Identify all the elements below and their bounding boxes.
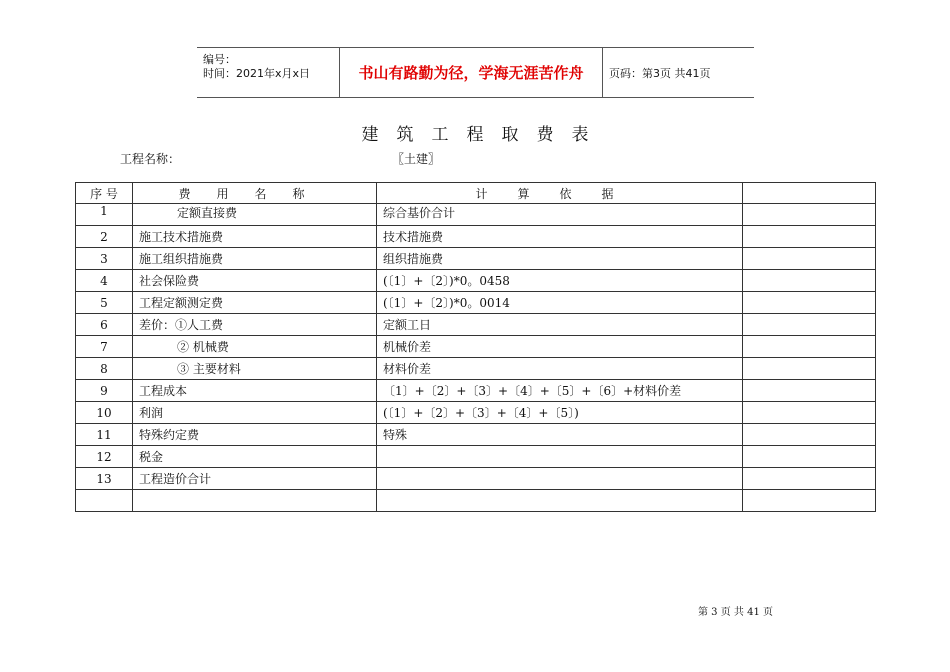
table-row (76, 402, 876, 424)
cell-seq: 5 (76, 292, 133, 314)
time-label: 时间：2021年x月x日 (203, 67, 311, 80)
cell-extra (743, 270, 876, 292)
table-row (76, 468, 876, 490)
cell-seq: 6 (76, 314, 133, 336)
cell-name: 利润 (133, 402, 377, 424)
cell-extra (743, 402, 876, 424)
cell-seq: 2 (76, 226, 133, 248)
page-footer: 第 3 页 共 41 页 (698, 607, 773, 618)
fee-table (75, 182, 876, 512)
cell-extra (743, 490, 876, 512)
cell-basis: 组织措施费 (377, 248, 743, 270)
cell-name: 特殊约定费 (133, 424, 377, 446)
document-title: 建筑工程取费表 (361, 125, 607, 145)
cell-name: 施工组织措施费 (133, 248, 377, 270)
cell-name: 定额直接费 (133, 204, 377, 226)
cell-name: 税金 (133, 446, 377, 468)
header-motto: 书山有路勤为径，学海无涯苦作舟 (339, 48, 603, 97)
category-label: 〖土建〗 (392, 152, 441, 166)
header-seq: 序 号 (76, 183, 133, 204)
table-row (76, 204, 876, 226)
cell-name (133, 490, 377, 512)
table-row (76, 380, 876, 402)
cell-seq (76, 490, 133, 512)
cell-extra (743, 446, 876, 468)
cell-seq: 11 (76, 424, 133, 446)
table-row (76, 446, 876, 468)
table-row (76, 314, 876, 336)
cell-name: 社会保险费 (133, 270, 377, 292)
cell-extra (743, 358, 876, 380)
cell-name: ② 机械费 (133, 336, 377, 358)
cell-basis: 定额工日 (377, 314, 743, 336)
cell-basis: 〔1〕+〔2〕+〔3〕+〔4〕+〔5〕+〔6〕+材料价差 (377, 380, 743, 402)
cell-seq: 13 (76, 468, 133, 490)
cell-extra (743, 248, 876, 270)
table-row (76, 424, 876, 446)
cell-extra (743, 204, 876, 226)
cell-basis (377, 446, 743, 468)
cell-extra (743, 380, 876, 402)
table-row (76, 336, 876, 358)
header-fee-name: 费用名称 (133, 183, 377, 204)
number-label: 编号： (203, 53, 236, 66)
cell-seq: 8 (76, 358, 133, 380)
cell-seq: 7 (76, 336, 133, 358)
table-row (76, 292, 876, 314)
header-extra (743, 183, 876, 204)
cell-basis: 综合基价合计 (377, 204, 743, 226)
cell-extra (743, 226, 876, 248)
cell-basis: (〔1〕+〔2〕)*0。0458 (377, 270, 743, 292)
cell-extra (743, 336, 876, 358)
cell-seq: 9 (76, 380, 133, 402)
cell-name: 施工技术措施费 (133, 226, 377, 248)
cell-basis: (〔1〕+〔2〕)*0。0014 (377, 292, 743, 314)
cell-extra (743, 424, 876, 446)
cell-seq: 1 (76, 204, 133, 226)
cell-name: 工程造价合计 (133, 468, 377, 490)
cell-seq: 10 (76, 402, 133, 424)
table-row (76, 226, 876, 248)
table-row (76, 248, 876, 270)
table-row-empty (76, 490, 876, 512)
cell-extra (743, 314, 876, 336)
cell-basis: 机械价差 (377, 336, 743, 358)
cell-basis: (〔1〕+〔2〕+〔3〕+〔4〕+〔5〕) (377, 402, 743, 424)
table-row (76, 270, 876, 292)
page-header (197, 47, 754, 98)
table-row (76, 358, 876, 380)
cell-name: 工程定额测定费 (133, 292, 377, 314)
cell-name: 差价：①人工费 (133, 314, 377, 336)
header-basis: 计算依据 (377, 183, 743, 204)
cell-seq: 12 (76, 446, 133, 468)
cell-basis: 特殊 (377, 424, 743, 446)
project-name-label: 工程名称： (120, 152, 181, 166)
cell-name: 工程成本 (133, 380, 377, 402)
cell-basis: 材料价差 (377, 358, 743, 380)
cell-basis: 技术措施费 (377, 226, 743, 248)
table-header-row (76, 183, 876, 204)
cell-basis (377, 490, 743, 512)
cell-extra (743, 468, 876, 490)
header-page-label: 页码：第3页 共41页 (609, 66, 711, 80)
header-meta (197, 48, 339, 97)
cell-seq: 3 (76, 248, 133, 270)
cell-basis (377, 468, 743, 490)
cell-extra (743, 292, 876, 314)
cell-seq: 4 (76, 270, 133, 292)
cell-name: ③ 主要材料 (133, 358, 377, 380)
